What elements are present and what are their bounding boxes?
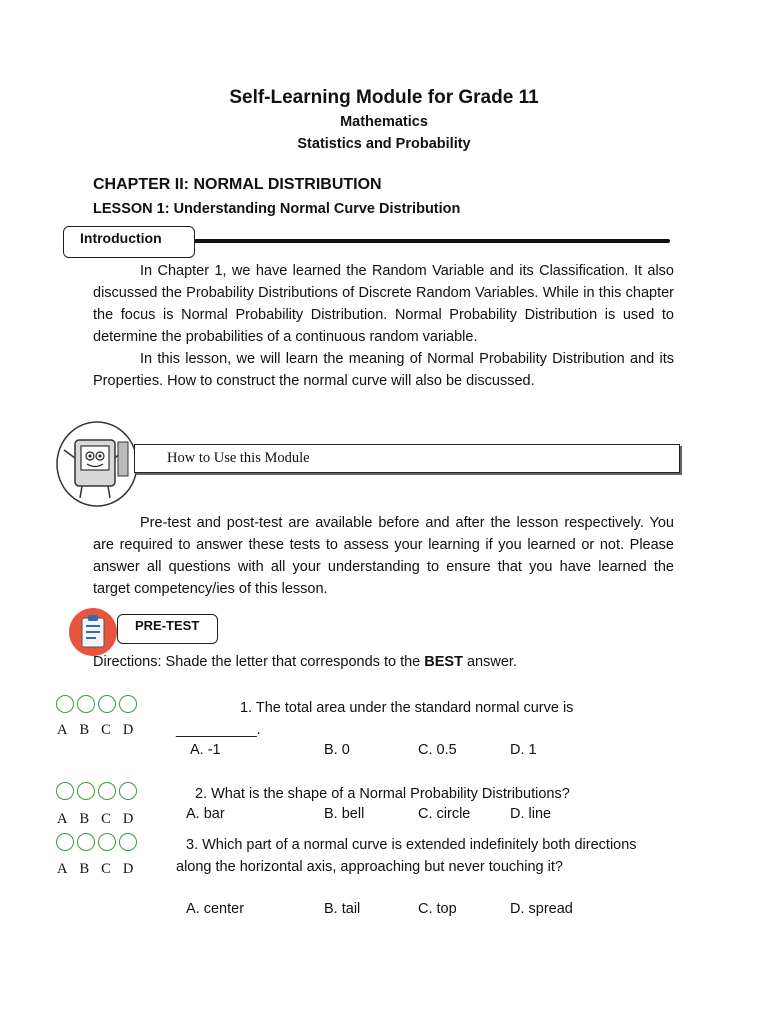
bubble-c[interactable] [98,695,116,713]
q3-option-a: A. center [186,901,245,917]
introduction-text [93,260,674,392]
q3-option-d: D. spread [510,901,573,917]
q3-option-b: B. tail [324,901,361,917]
letter-b: B [79,722,90,738]
q1-option-c: C. 0.5 [418,742,457,758]
how-to-paragraph: Pre-test and post-test are available before and after the lesson respectively. You are required to answer these tests to assess your learning if you learned or not. Please answer all questions with all your understanding to ensure that you have learned the target competency/ies of this lesson. [93,515,674,597]
bubble-c[interactable] [98,833,116,851]
course-heading: Statistics and Probability [297,136,471,152]
chapter-heading: CHAPTER II: NORMAL DISTRIBUTION [93,176,382,193]
intro-paragraph: In Chapter 1, we have learned the Random Variable and its Classification. It also discussed the Probability Distributions of Discrete Random Variables. While in this chapter the focus is Normal Probability Distribution. Normal Probability Distribution is used to determine the probabilities of a continuous random variable. [93,263,674,345]
directions-emphasis: BEST [424,654,463,670]
directions-suffix: answer. [462,654,517,670]
letter-d: D [122,811,134,827]
letter-c: C [101,722,111,738]
letter-a: A [57,722,68,738]
bubble-d[interactable] [119,782,137,800]
answer-letters-q1 [57,722,133,739]
pre-test-tab: PRE-TEST [117,614,218,644]
q1-option-b: B. 0 [324,742,350,758]
module-guide-icon [52,418,142,510]
subject-heading: Mathematics [340,114,428,130]
how-to-text [93,512,674,600]
clipboard-icon [68,607,118,657]
question-2: 2. What is the shape of a Normal Probability Distributions? [195,786,570,802]
intro-paragraph: In this lesson, we will learn the meaning of Normal Probability Distribution and its Properties. How to construct the normal curve will also be discussed. [93,351,674,389]
bubble-a[interactable] [56,833,74,851]
page-title: Self-Learning Module for Grade 11 [229,87,539,108]
letter-a: A [57,811,68,827]
q2-option-d: D. line [510,806,552,822]
letter-a: A [57,861,68,877]
bubble-a[interactable] [56,782,74,800]
answer-bubbles-q1[interactable] [56,695,137,713]
q2-option-c: C. circle [418,806,471,822]
letter-c: C [101,861,111,877]
bubble-c[interactable] [98,782,116,800]
bubble-d[interactable] [119,695,137,713]
bubble-b[interactable] [77,833,95,851]
bubble-a[interactable] [56,695,74,713]
bubble-b[interactable] [77,782,95,800]
introduction-tab: Introduction [63,226,195,258]
answer-letters-q3 [57,861,133,878]
q1-option-d: D. 1 [510,742,537,758]
lesson-heading: LESSON 1: Understanding Normal Curve Distribution [93,201,461,217]
bubble-b[interactable] [77,695,95,713]
q2-option-a: A. bar [186,806,225,822]
letter-b: B [79,861,90,877]
answer-letters-q2 [57,811,133,828]
q3-option-c: C. top [418,901,457,917]
letter-c: C [101,811,111,827]
bubble-d[interactable] [119,833,137,851]
q1-option-a: A. -1 [190,742,221,758]
directions-prefix: Directions: Shade the letter that corresponds to the [93,654,425,670]
answer-bubbles-q3[interactable] [56,833,137,851]
q2-option-b: B. bell [324,806,365,822]
question-1: 1. The total area under the standard normal curve is __________. [176,700,574,738]
how-to-use-banner: How to Use this Module [134,444,680,473]
letter-d: D [122,861,134,877]
letter-b: B [79,811,90,827]
answer-bubbles-q2[interactable] [56,782,137,800]
directions [93,654,517,670]
letter-d: D [122,722,134,738]
section-divider [194,239,670,243]
question-3: 3. Which part of a normal curve is extended indefinitely both directions along the horizontal axis, approaching but never touching it? [176,837,637,875]
